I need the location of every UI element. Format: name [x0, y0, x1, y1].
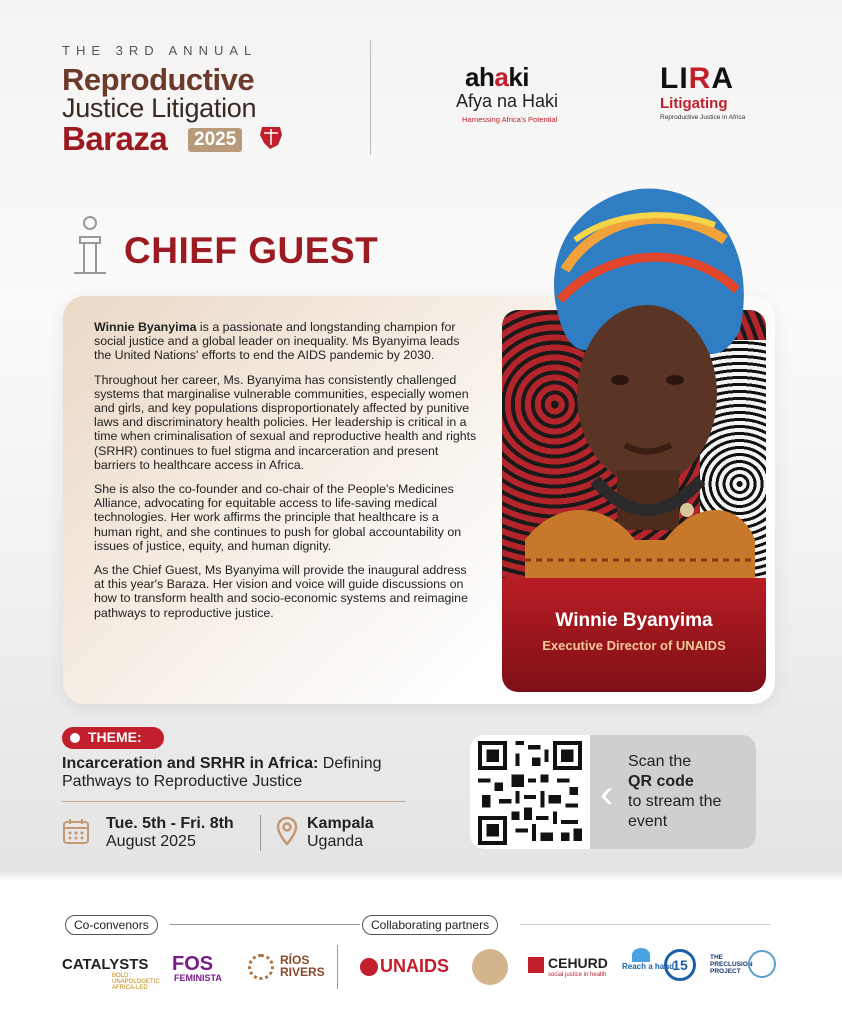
rios-rivers-logo-icon: [248, 954, 274, 980]
lira-tagline: Reproductive Justice in Africa: [660, 114, 746, 121]
footer-divider: [337, 945, 338, 989]
unaids-logo: UNAIDS: [380, 956, 450, 976]
guest-name: Winnie Byanyima: [555, 610, 713, 631]
ahaki-tagline: Harnessing Africa's Potential: [462, 115, 558, 124]
theme-label: THEME:: [88, 729, 142, 745]
theme-text: Incarceration and SRHR in Africa: Defining Pathways to Reproductive Justice: [62, 755, 382, 790]
theme-badge-dot-icon: [70, 733, 80, 743]
event-year-badge: 2025: [188, 128, 242, 152]
guest-portrait: [525, 180, 755, 580]
event-info-divider: [260, 815, 261, 851]
guest-name-panel: [502, 578, 766, 692]
mama-logo: [472, 949, 508, 985]
footer-rule: [170, 924, 360, 925]
lira-logo: LIRA: [660, 62, 735, 95]
catalysts-logo: CATALYSTS: [62, 956, 149, 973]
footer-rule-right: [520, 924, 770, 925]
co-convenors-label: Co-convenors: [65, 915, 158, 935]
bio-paragraph-3: She is also the co-founder and co-chair of the People's Medicines Alliance, advocating for equitable access to life-saving medical technologies. Her work affirms the principle that healthcare is a human right, and she continues to push for global accountability on issues of justice, equity, and human dignity.: [94, 482, 462, 553]
collaborating-partners-label: Collaborating partners: [362, 915, 498, 935]
reach-a-hand-logo-icon: [632, 948, 650, 962]
theme-divider: [62, 801, 406, 802]
bio-name: Winnie Byanyima: [94, 320, 197, 334]
fifteen-anniversary-logo: 15: [664, 949, 696, 981]
scales-of-justice-icon: [256, 123, 286, 153]
reach-a-hand-logo: Reach a hand: [622, 962, 675, 971]
event-city: Kampala: [307, 815, 374, 832]
unaids-logo-icon: [360, 958, 378, 976]
qr-code[interactable]: [478, 741, 582, 845]
bio-text: [94, 320, 479, 630]
event-country: Uganda: [307, 833, 364, 850]
bio-paragraph-1: Winnie Byanyima is a passionate and longstanding champion for social justice and a global leader on inequality. Ms Byanyima leads the United Nations' efforts to end the AIDS pandemic by 2030.: [94, 320, 460, 363]
cehurd-logo: CEHURD: [548, 955, 608, 971]
lira-logo-subtitle: Litigating: [660, 95, 728, 112]
event-edition: THE 3RD ANNUAL: [62, 43, 258, 58]
guest-title: Executive Director of UNAIDS: [542, 638, 726, 653]
podium-speaker-icon: [70, 215, 110, 275]
event-dates: Tue. 5th - Fri. 8th: [106, 815, 234, 832]
event-title-line3: Baraza: [62, 120, 168, 157]
event-title-line2: Justice Litigation: [62, 93, 257, 123]
qr-instructions: Scan the QR code to stream the event: [628, 753, 722, 830]
header-divider: [370, 40, 371, 155]
rios-rivers-logo: RÍOS RIVERS: [280, 953, 325, 979]
ahaki-logo: ahaki: [465, 62, 529, 92]
catalysts-logo-tagline: BOLD UNAPOLOGETIC AFRICA-LED: [112, 973, 160, 991]
location-pin-icon: [276, 816, 298, 846]
ahaki-logo-subtitle: Afya na Haki: [456, 91, 559, 111]
cehurd-logo-tagline: social justice in health: [548, 972, 607, 978]
bio-paragraph-2: Throughout her career, Ms. Byanyima has consistently challenged systems that marginalise vulnerable communities, especially women and girls, and key populations disproportionately affected by punitive laws and discriminatory health policies. Her leadership is critical in a time when criminalisation of sexual and reproductive health and rights (SRHR) continues to fuel stigma and incarceration and present barriers to healthcare access in Africa.: [94, 372, 477, 472]
preclusion-project-logo-icon: [748, 950, 776, 978]
fos-feminista-logo: FOS: [172, 953, 214, 975]
event-title-line1: Reproductive: [62, 62, 255, 97]
event-month: August 2025: [106, 833, 196, 850]
bio-paragraph-4: As the Chief Guest, Ms Byanyima will provide the inaugural address at this year's Baraza. Her vision and voice will guide discussions on how to transform health and socio-economic systems and reimagine pathways to reproductive justice.: [94, 563, 468, 620]
chevron-left-icon: ‹: [600, 772, 614, 816]
calendar-icon: [62, 817, 90, 845]
fos-feminista-logo-sub: FEMINISTA: [174, 973, 222, 983]
cehurd-logo-icon: [528, 957, 544, 973]
section-title: CHIEF GUEST: [124, 230, 379, 271]
preclusion-project-logo: THE PRECLUSION PROJECT: [710, 954, 753, 975]
